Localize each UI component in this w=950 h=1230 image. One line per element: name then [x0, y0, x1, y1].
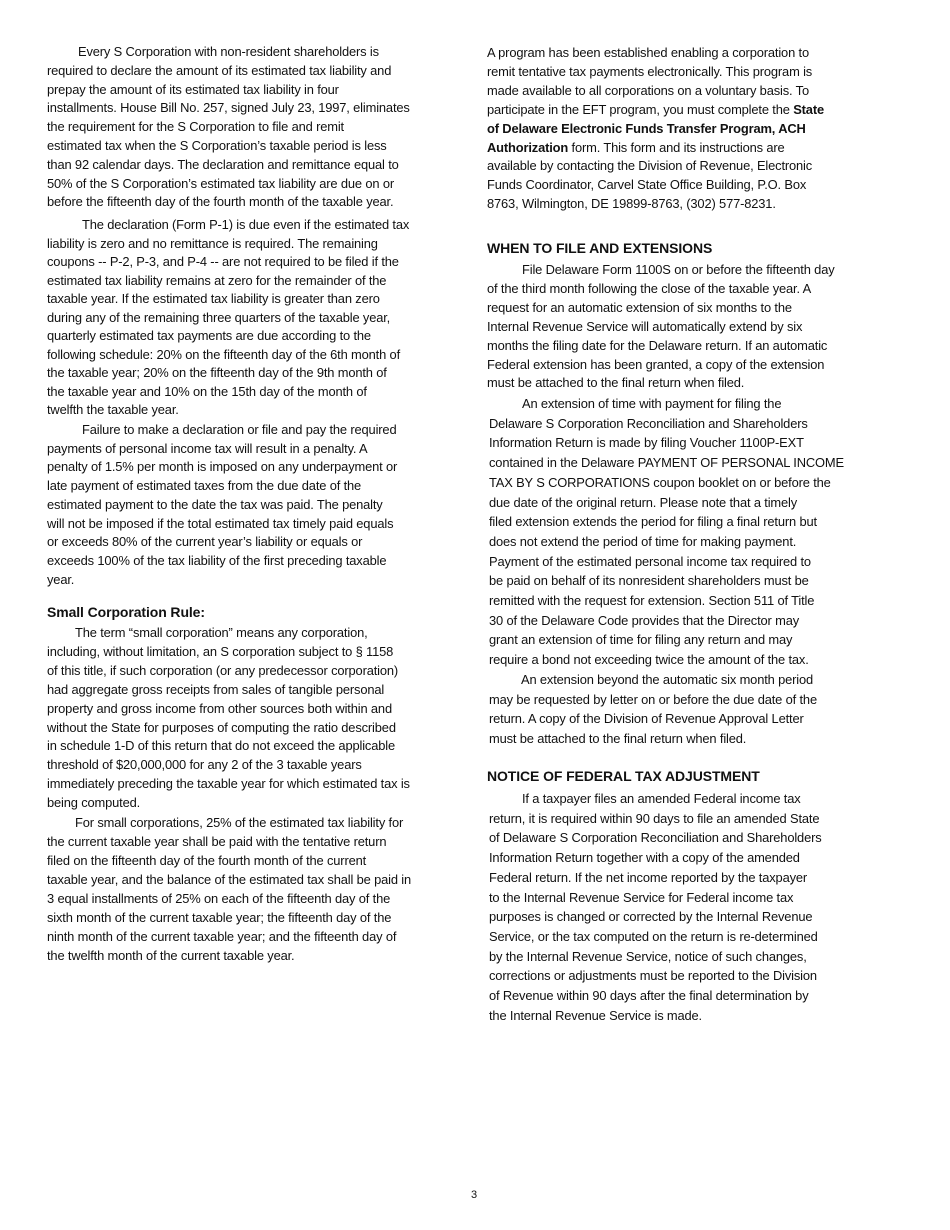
text-line: of Revenue within 90 days after the final determination by — [489, 988, 809, 1004]
paragraph-penalty — [47, 421, 397, 589]
text-line: 30 of the Delaware Code provides that the Director may — [489, 612, 800, 628]
text-line: of the third month following the close of the taxable year. A — [487, 280, 812, 296]
text-line: does not extend the period of time for making payment. — [489, 533, 797, 549]
text-line: be paid on behalf of its nonresident shareholders must be — [489, 573, 809, 589]
text-line: 50% of the S Corporation’s estimated tax liability are due on or — [47, 175, 395, 191]
text-line: than 92 calendar days. The declaration and remittance equal to — [47, 156, 399, 172]
text-line: penalty of 1.5% per month is imposed on any underpayment or — [47, 459, 398, 475]
paragraph-small-corporation-payments — [47, 813, 411, 965]
text-line: An extension beyond the automatic six month period — [521, 672, 814, 687]
text-line: must be attached to the final return when filed. — [487, 375, 745, 391]
heading-small-corporation-rule: Small Corporation Rule: — [47, 604, 205, 620]
bold-text: State — [793, 101, 824, 117]
text-line: Delaware S Corporation Reconciliation and Shareholders — [489, 415, 808, 431]
page-number: 3 — [471, 1189, 478, 1201]
text-line: grant an extension of time for filing any return and may — [489, 632, 793, 648]
text-line: Federal return. If the net income reported by the taxpayer — [489, 869, 808, 885]
text-line: Service, or the tax computed on the return is re-determined — [489, 928, 818, 944]
text-line: the current taxable year shall be paid with the tentative return — [47, 834, 387, 849]
text-line: exceeds 100% of the tax liability of the first preceding taxable — [47, 552, 387, 568]
text-line: made available to all corporations on a voluntary basis. To — [487, 82, 809, 98]
text-line — [487, 120, 824, 139]
text-line: during any of the remaining three quarters of the taxable year, — [47, 309, 391, 325]
text-line: Every S Corporation with non-resident shareholders is — [78, 44, 379, 59]
text-line: ninth month of the current taxable year; and the fifteenth day of — [47, 929, 397, 944]
text-line: of Delaware S Corporation Reconciliation and Shareholders — [489, 830, 822, 846]
text-line: of this title, if such corporation (or any predecessor corporation) — [47, 662, 399, 678]
text-line: filed extension extends the period for filing a final return but — [489, 514, 817, 530]
text-line: Internal Revenue Service will automatically extend by six — [487, 318, 803, 334]
text-line: The term “small corporation” means any corporation, — [75, 625, 368, 640]
text-line: payments of personal income tax will result in a penalty. A — [47, 440, 368, 456]
text-line: 8763, Wilmington, DE 19899-8763, (302) 577-8231. — [487, 196, 776, 212]
text-line — [487, 101, 824, 120]
text-line: taxable year, and the balance of the estimated tax shall be paid in — [47, 872, 412, 887]
paragraph-extension-beyond-six-months — [489, 670, 817, 749]
text-line: remit tentative tax payments electronically. This program is — [487, 63, 813, 79]
text-line: return, it is required within 90 days to file an amended State — [489, 810, 820, 826]
text-line: require a bond not exceeding twice the amount of the tax. — [489, 652, 809, 668]
text-line: must be attached to the final return when filed. — [489, 731, 747, 747]
text-line: corrections or adjustments must be reported to the Division — [489, 968, 817, 984]
text-line: or exceeds 80% of the current year’s liability or equals or — [47, 534, 363, 550]
paragraph-federal-adjustment — [489, 789, 822, 1025]
text-segment: participate in the EFT program, you must complete the — [487, 101, 794, 117]
text-line: estimated tax when the S Corporation’s taxable period is less — [47, 137, 387, 153]
text-line: property and gross income from other sources both within and — [47, 700, 392, 716]
text-line: the requirement for the S Corporation to file and remit — [47, 119, 344, 135]
text-line: For small corporations, 25% of the estimated tax liability for — [75, 815, 404, 830]
text-line: Payment of the estimated personal income tax required to — [489, 553, 811, 569]
text-line: year. — [47, 571, 75, 587]
text-line: If a taxpayer files an amended Federal income tax — [522, 791, 801, 806]
text-line: contained in the Delaware PAYMENT OF PERSONAL INCOME — [489, 455, 844, 471]
text-line: by the Internal Revenue Service, notice of such changes, — [489, 948, 807, 964]
text-line: late payment of estimated taxes from the due date of the — [47, 478, 362, 494]
text-line: Funds Coordinator, Carvel State Office Building, P.O. Box — [487, 177, 807, 193]
heading-when-to-file: WHEN TO FILE AND EXTENSIONS — [487, 240, 713, 256]
text-line: the taxable year; 20% on the fifteenth day of the 9th month of — [47, 365, 387, 380]
paragraph-declaration-form-p1 — [47, 216, 409, 420]
text-line: quarterly estimated tax payments are due according to the — [47, 328, 371, 343]
text-line: will not be imposed if the total estimated tax timely paid equals — [47, 515, 394, 531]
text-line: including, without limitation, an S corporation subject to § 1158 — [47, 643, 394, 659]
text-line: filed on the fifteenth day of the fourth month of the current — [47, 853, 367, 868]
text-line: Failure to make a declaration or file and pay the required — [82, 422, 397, 437]
paragraph-file-form-1100s — [487, 261, 835, 393]
heading-notice-federal-adjustment: NOTICE OF FEDERAL TAX ADJUSTMENT — [487, 768, 760, 784]
text-line: Federal extension has been granted, a copy of the extension — [487, 356, 825, 372]
text-line: before the fifteenth day of the fourth month of the taxable year. — [47, 194, 394, 210]
text-line: the Internal Revenue Service is made. — [489, 1007, 702, 1023]
text-segment: form. This form and its instructions are — [568, 139, 785, 155]
text-line: estimated tax liability remains at zero for the remainder of the — [47, 272, 387, 288]
text-line: installments. House Bill No. 257, signed July 23, 1997, eliminates — [47, 100, 410, 116]
text-line: The declaration (Form P-1) is due even if the estimated tax — [82, 217, 410, 232]
text-line: due date of the original return. Please note that a timely — [489, 494, 798, 510]
text-line: to the Internal Revenue Service for Federal income tax — [489, 889, 794, 905]
text-line: liability is zero and no remittance is required. The remaining — [47, 235, 378, 251]
text-line: taxable year. If the estimated tax liability is greater than zero — [47, 291, 380, 306]
text-line: months the filing date for the Delaware return. If an automatic — [487, 337, 828, 353]
text-line: sixth month of the current taxable year; the fifteenth day of the — [47, 910, 392, 925]
text-line: estimated payment to the date the tax was paid. The penalty — [47, 496, 383, 512]
text-line: twelfth the taxable year. — [47, 402, 179, 417]
text-line: prepay the amount of its estimated tax liability in four — [47, 81, 339, 97]
text-line: available by contacting the Division of Revenue, Electronic — [487, 158, 813, 174]
text-line: Information Return is made by filing Voucher 1100P-EXT — [489, 435, 804, 451]
text-line: required to declare the amount of its estimated tax liability and — [47, 62, 392, 78]
text-line: threshold of $20,000,000 for any 2 of the 3 taxable years — [47, 757, 362, 773]
text-line: purposes is changed or corrected by the Internal Revenue — [489, 909, 813, 925]
text-line: without the State for purposes of computing the ratio described — [47, 719, 396, 735]
text-line: TAX BY S CORPORATIONS coupon booklet on or before the — [489, 474, 831, 490]
text-line: File Delaware Form 1100S on or before the fifteenth day — [522, 262, 835, 277]
paragraph-eft-program — [487, 44, 824, 214]
paragraph-estimated-tax-intro — [47, 43, 410, 212]
text-line: had aggregate gross receipts from sales of tangible personal — [47, 681, 385, 697]
text-line: the taxable year and 10% on the 15th day of the month of — [47, 383, 367, 399]
text-line: return. A copy of the Division of Revenue Approval Letter — [489, 711, 804, 727]
text-line: may be requested by letter on or before the due date of the — [489, 691, 817, 707]
text-line: request for an automatic extension of six months to the — [487, 299, 792, 315]
text-line: An extension of time with payment for filing the — [522, 396, 782, 411]
bold-text: Authorization — [487, 139, 569, 155]
text-line: the twelfth month of the current taxable year. — [47, 948, 295, 963]
text-line: remitted with the request for extension. Section 511 of Title — [489, 593, 815, 609]
bold-text: of Delaware Electronic Funds Transfer Program, ACH — [487, 120, 806, 136]
text-line: immediately preceding the taxable year for which estimated tax is — [47, 776, 410, 792]
text-line: 3 equal installments of 25% on each of the fifteenth day of the — [47, 891, 391, 906]
text-line: being computed. — [47, 795, 141, 811]
text-line: Information Return together with a copy of the amended — [489, 850, 800, 866]
text-line: A program has been established enabling a corporation to — [487, 45, 809, 60]
text-line — [487, 139, 824, 158]
text-line: coupons -- P-2, P-3, and P-4 -- are not required to be filed if the — [47, 254, 399, 269]
text-line: following schedule: 20% on the fifteenth day of the 6th month of — [47, 346, 401, 362]
text-line: in schedule 1-D of this return that do not exceed the applicable — [47, 738, 395, 754]
paragraph-small-corporation-definition — [47, 624, 410, 813]
paragraph-extension-with-payment — [489, 394, 844, 670]
